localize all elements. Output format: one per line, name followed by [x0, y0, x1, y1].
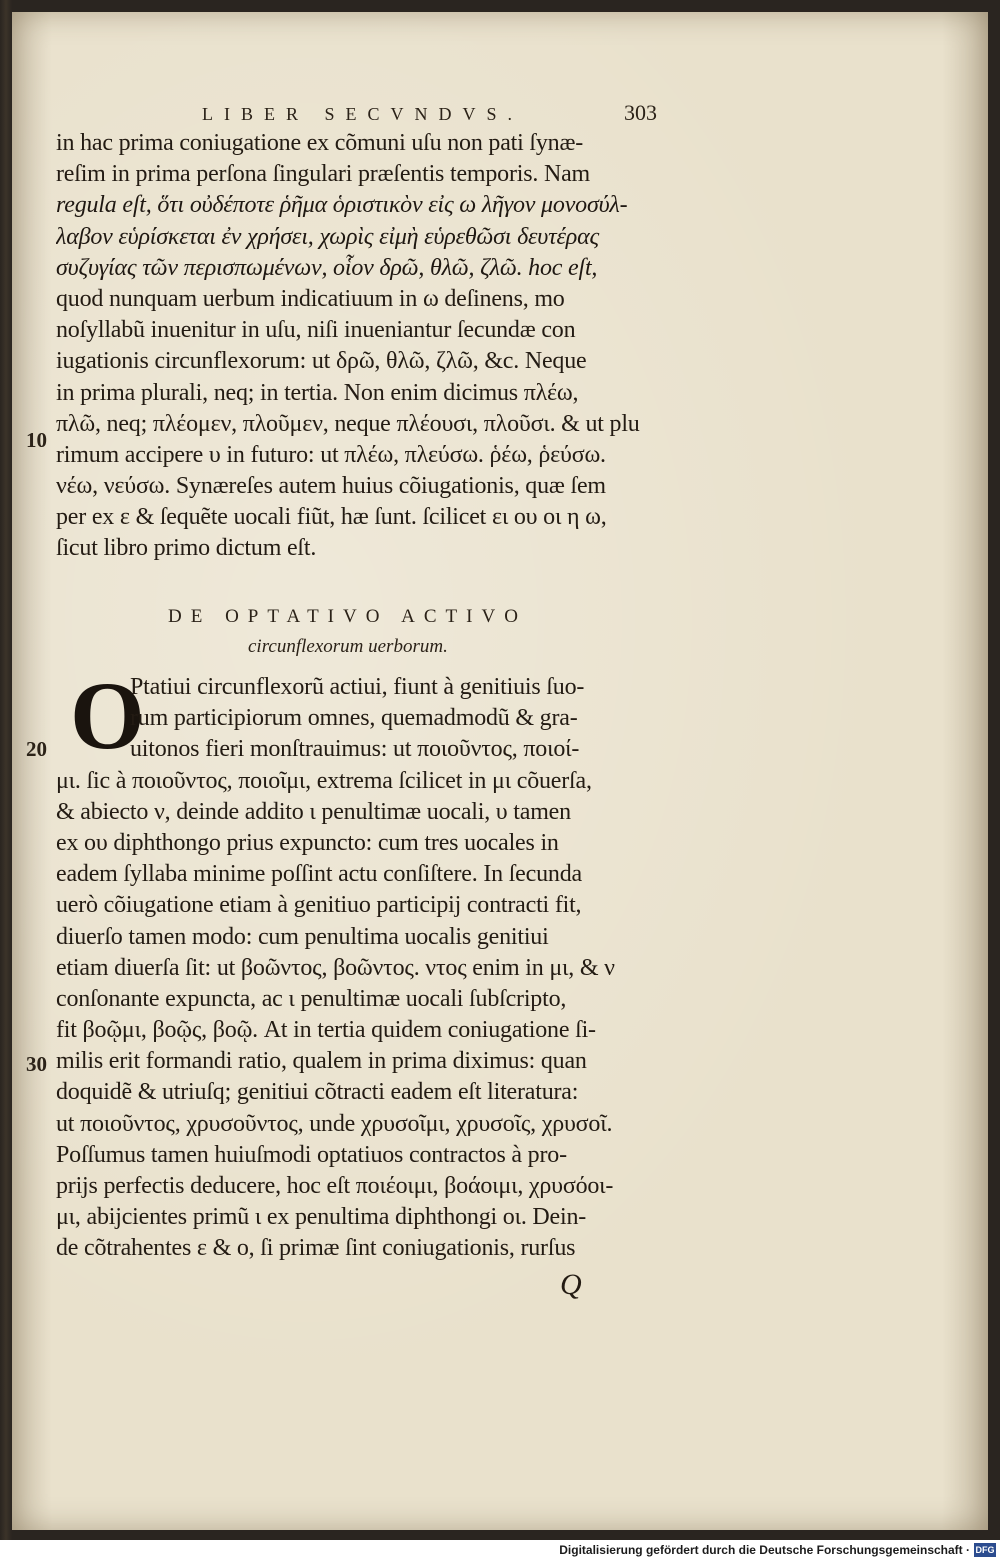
text-line: quod nunquam uerbum indicatiuum in ω deſinens, mo	[56, 285, 565, 312]
text-line: conſonante expuncta, ac ι penultimæ uocali ſubſcripto,	[56, 985, 567, 1012]
text-line: in prima plurali, neq; in tertia. Non enim dicimus πλέω,	[56, 379, 579, 406]
section-heading: DE OPTATIVO ACTIVO	[168, 606, 527, 627]
text-line: uerò cõiugatione etiam à genitiuo participij contracti fit,	[56, 892, 582, 919]
margin-line-number: 30	[26, 1052, 47, 1076]
text-line: prijs perfectis deducere, hoc eſt ποιέοιμι, βοάοιμι, χρυσόοι-	[56, 1173, 614, 1199]
body-text-main	[56, 662, 656, 1265]
text-line: & abiecto ν, deinde addito ι penultimæ uocali, υ tamen	[56, 798, 571, 825]
text-line: πλῶ, neq; πλέομεν, πλοῦμεν, neque πλέουσι, πλοῦσι. & ut plu	[56, 410, 640, 437]
text-line: Poſſumus tamen huiuſmodi optatiuos contractos à pro-	[56, 1141, 567, 1168]
digitization-footer	[0, 1540, 1000, 1562]
text-line: etiam diuerſa ſit: ut βοῶντος, βοῶντος. ντος enim in μι, & ν	[56, 954, 615, 981]
body-text-top	[56, 128, 656, 565]
dfg-logo-icon: DFG	[975, 1545, 995, 1555]
text-line: νέω, νεύσω. Synæreſes autem huius cõiugationis, quæ ſem	[56, 473, 606, 500]
text-line: μι, abijcientes primũ ι ex penultima diphthongi οι. Dein-	[56, 1204, 587, 1231]
text-line: iugationis circunflexorum: ut δρῶ, θλῶ, ζλῶ, &c. Neque	[56, 348, 587, 375]
text-line: fit βοῷμι, βοῷς, βοῷ. At in tertia quidem coniugatione ſi-	[56, 1017, 596, 1044]
text-line: regula eſt, ὅτι οὐδέποτε ῥῆμα ὁριστικὸν εἰς ω λῆγον μονοσύλ-	[56, 192, 628, 219]
text-line: Ptatiui circunflexorũ actiui, fiunt à genitiuis ſuo-	[130, 674, 585, 700]
margin-line-number: 20	[26, 737, 47, 761]
text-line: per ex ε & ſequẽte uocali fiũt, hæ ſunt. ſcilicet ει ου οι η ω,	[56, 504, 607, 531]
text-line: ut ποιοῦντος, χρυσοῦντος, unde χρυσοῖμι, χρυσοῖς, χρυσοῖ.	[56, 1110, 613, 1137]
text-line: diuerſo tamen modo: cum penultima uocalis genitiui	[56, 923, 549, 950]
text-line: reſim in prima perſona ſingulari præſentis temporis. Nam	[56, 161, 591, 188]
text-line: milis erit formandi ratio, qualem in prima diximus: quan	[56, 1048, 587, 1075]
drop-cap-initial: O	[70, 662, 145, 769]
text-line: rimum accipere υ in futuro: ut πλέω, πλεύσω. ῥέω, ῥεύσω.	[56, 441, 606, 468]
text-line: μι. ſic à ποιοῦντος, ποιοῖμι, extrema ſcilicet in μι cõuerſa,	[56, 767, 592, 794]
text-line: uitonos fieri monſtrauimus: ut ποιοῦντος, ποιοί-	[130, 736, 580, 763]
text-line: συζυγίας τῶν περισπωμένων, οἷον δρῶ, θλῶ, ζλῶ. hoc eſt,	[56, 254, 598, 281]
running-head: LIBER SECVNDVS.	[202, 104, 524, 124]
text-line: de cõtrahentes ε & ο, ſi primæ ſint coniugationis, rurſus	[56, 1235, 576, 1262]
funding-credit: Digitalisierung gefördert durch die Deutsche Forschungsgemeinschaft ·	[559, 1543, 970, 1557]
catchword: Q	[560, 1268, 582, 1301]
text-line: rum participiorum omnes, quemadmodũ & gra-	[130, 705, 578, 732]
text-line: λαβον εὑρίσκεται ἐν χρήσει, χωρὶς εἰμὴ εὑρεθῶσι δευτέρας	[56, 223, 600, 250]
page-number: 303	[624, 100, 657, 125]
section-subheading: circunflexorum uerborum.	[248, 636, 448, 657]
text-line: doquidẽ & utriuſq; genitiui cõtracti eadem eſt literatura:	[56, 1079, 579, 1106]
text-line: ex ου diphthongo prius expuncto: cum tres uocales in	[56, 829, 559, 856]
text-line: ſicut libro primo dictum eſt.	[56, 535, 317, 562]
margin-line-number: 10	[26, 428, 47, 452]
text-line: eadem ſyllaba minime poſſint actu conſiſtere. In ſecunda	[56, 861, 582, 888]
text-line: noſyllabũ inuenitur in uſu, niſi inueniantur ſecundæ con	[56, 317, 576, 344]
text-line: in hac prima coniugatione ex cõmuni uſu non pati ſynæ-	[56, 130, 584, 156]
